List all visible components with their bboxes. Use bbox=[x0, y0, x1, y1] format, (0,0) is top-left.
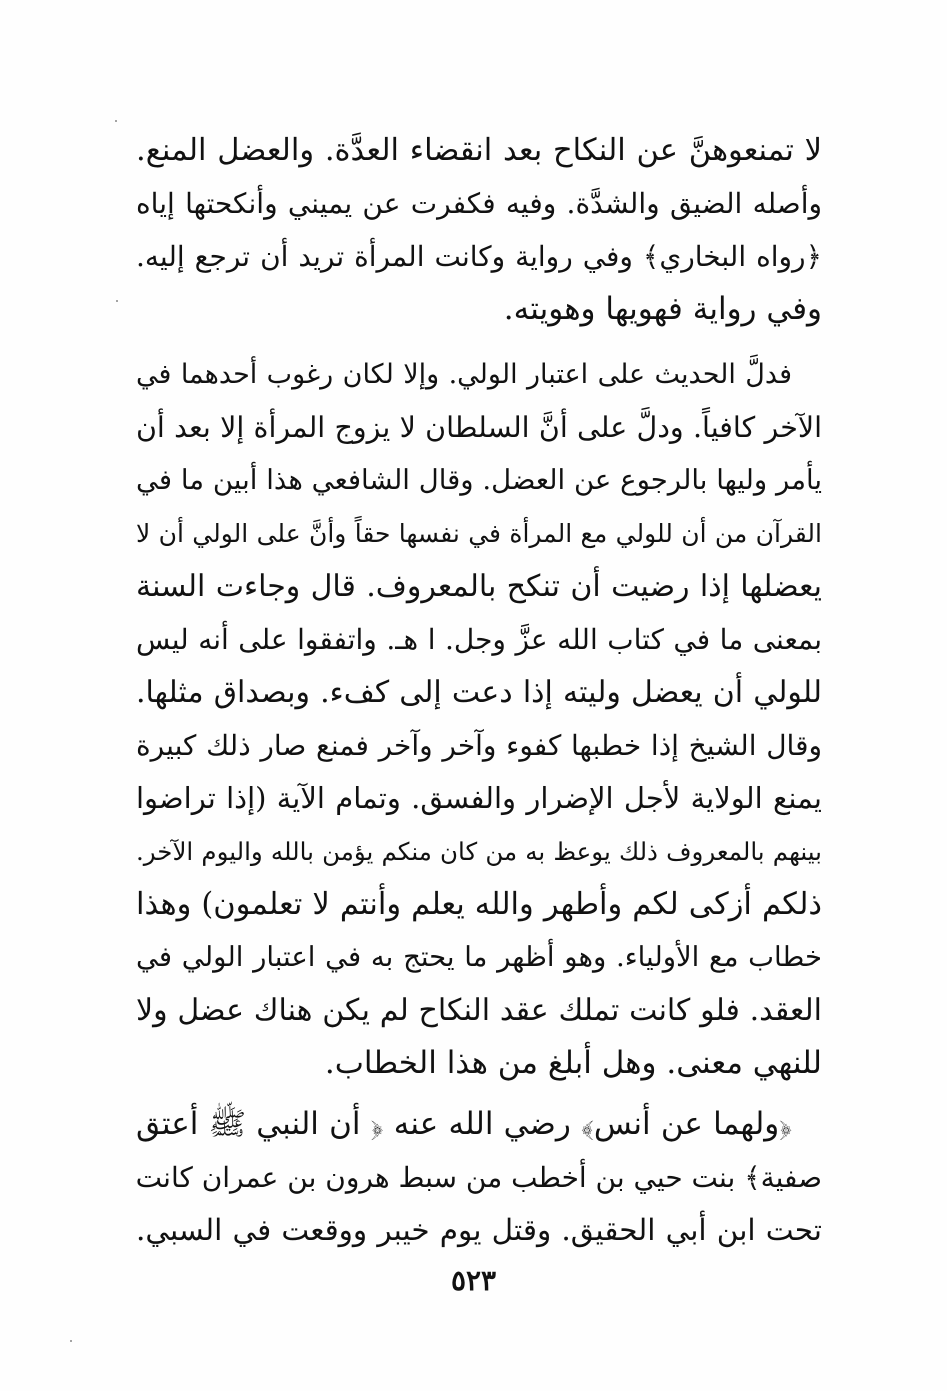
scan-speck bbox=[116, 300, 118, 302]
paragraph-1 bbox=[136, 124, 822, 336]
text-line: بمعنى ما في كتاب الله عزَّ وجل. ا هـ. واتفقوا على أنه ليس bbox=[136, 623, 822, 656]
text-line: ﴿ولهما عن أنس﴾ رضي الله عنه ﴿ أن النبي ﷺ أعتق bbox=[136, 1106, 792, 1142]
text-line: وقال الشيخ إذا خطبها كفوء وآخر وآخر فمنع صار ذلك كبيرة bbox=[136, 729, 822, 762]
text-line: خطاب مع الأولياء. وهو أظهر ما يحتج به في اعتبار الولي في bbox=[136, 941, 822, 973]
text-line: يعضلها إذا رضيت أن تنكح بالمعروف. قال وجاءت السنة bbox=[136, 569, 822, 604]
text-line: العقد. فلو كانت تملك عقد النكاح لم يكن هناك عضل ولا bbox=[136, 993, 822, 1028]
text-line: للولي أن يعضل وليته إذا دعت إلى كفء. وبصداق مثلها. bbox=[136, 675, 822, 710]
text-line: يمنع الولاية لأجل الإضرار والفسق. وتمام الآية (إذا تراضوا bbox=[136, 781, 822, 815]
scan-speck bbox=[70, 1340, 72, 1342]
text-line: بينهم بالمعروف ذلك يوعظ به من كان منكم يؤمن بالله واليوم الآخر. bbox=[136, 837, 822, 866]
text-line: وأصله الضيق والشدَّة. وفيه فكفرت عن يميني وأنكحتها إياه bbox=[136, 187, 822, 220]
text-line: الآخر كافياً. ودلَّ على أنَّ السلطان لا يزوج المرأة إلا بعد أن bbox=[136, 411, 822, 444]
text-line: وفي رواية فهويها وهويته. bbox=[503, 291, 822, 327]
paragraph-3 bbox=[136, 1098, 822, 1257]
text-line: يأمر وليها بالرجوع عن العضل. وقال الشافعي هذا أبين ما في bbox=[136, 464, 822, 496]
text-line: تحت ابن أبي الحقيق. وقتل يوم خيبر ووقعت في السبي. bbox=[136, 1213, 822, 1247]
scan-speck bbox=[115, 120, 117, 122]
text-line: للنهي معنى. وهل أبلغ من هذا الخطاب. bbox=[324, 1045, 822, 1081]
text-line: صفية﴾ بنت حيي بن أخطب من سبط هرون بن عمران كانت bbox=[135, 1161, 822, 1194]
text-line: ﴿رواه البخاري﴾ وفي رواية وكانت المرأة تريد أن ترجع إليه. bbox=[136, 240, 822, 273]
text-line: ذلكم أزكى لكم وأطهر والله يعلم وأنتم لا تعلمون) وهذا bbox=[136, 887, 822, 922]
paragraph-2 bbox=[136, 348, 822, 1090]
page-number: ٥٢٣ bbox=[450, 1264, 497, 1297]
text-line: فدلَّ الحديث على اعتبار الولي. وإلا لكان رغوب أحدهما في bbox=[136, 359, 792, 390]
text-line: لا تمنعوهنَّ عن النكاح بعد انقضاء العدَّة. والعضل المنع. bbox=[136, 133, 822, 168]
text-line: القرآن من أن للولي مع المرأة في نفسها حقاً وأنَّ على الولي أن لا bbox=[136, 519, 822, 548]
